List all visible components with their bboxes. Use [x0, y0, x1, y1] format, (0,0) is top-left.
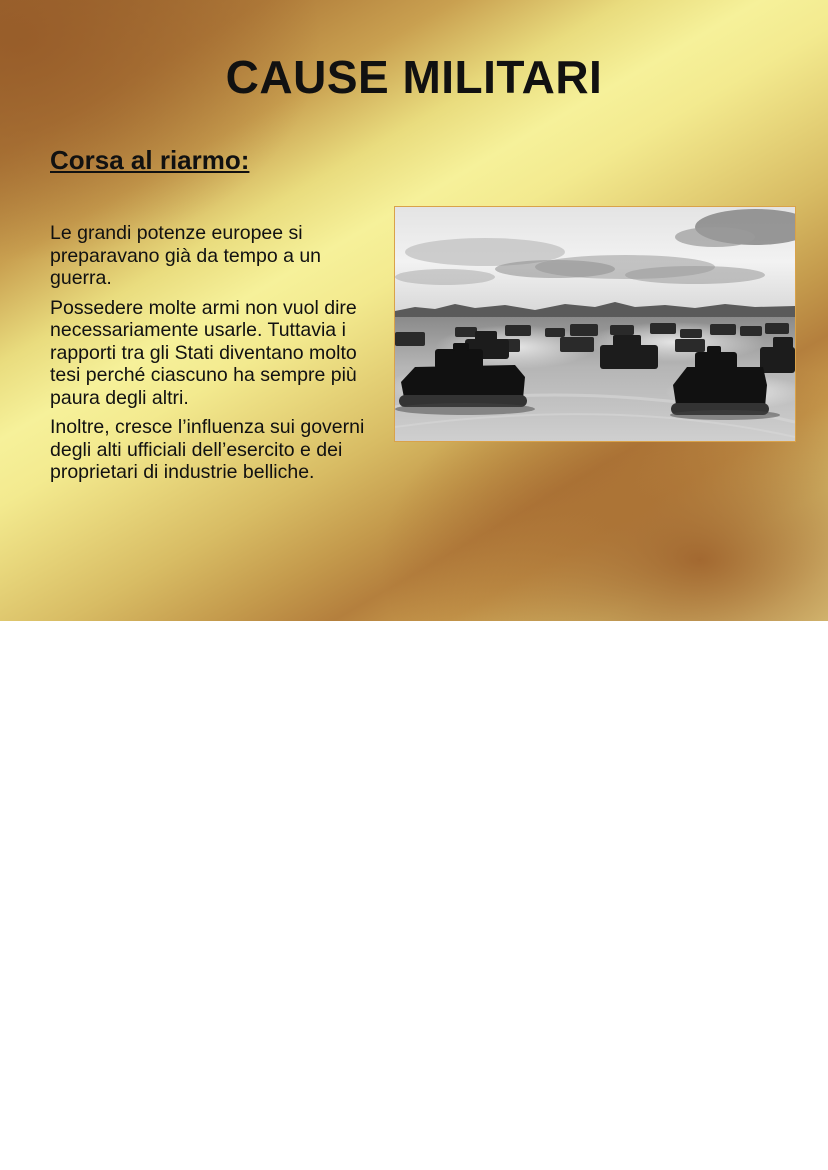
paragraph: Inoltre, cresce l’influenza sui governi degli alti ufficiali dell’esercito e dei proprietari di industrie belliche. [50, 416, 365, 483]
paragraph: Le grandi potenze europee si preparavano già da tempo a un guerra. [50, 222, 322, 289]
tanks-photo [394, 206, 796, 442]
body-text [50, 222, 380, 491]
slide-title: CAUSE MILITARI [225, 51, 603, 103]
slide-subtitle: Corsa al riarmo: [50, 145, 250, 175]
paragraph: Possedere molte armi non vuol dire necessariamente usarle. Tuttavia i rapporti tra gli Stati diventano molto tesi perché ciascuno ha sempre più paura degli altri. [50, 296, 357, 409]
